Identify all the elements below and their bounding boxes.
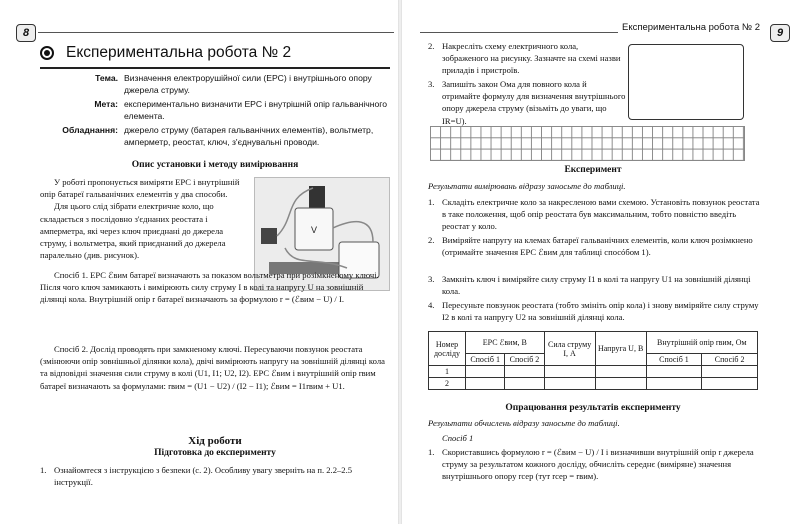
cell-emf1[interactable] [466,378,505,390]
processing-note: Результати обчислень відразу заносьте до таблиці. [428,418,620,428]
target-bullet-icon [40,46,54,60]
running-header: Експериментальна робота № 2 [618,22,764,34]
item-text: Накресліть схему електричного кола, зображеного на рисунку. Зазначте на схемі назви приладів і пристроїв. [442,41,621,76]
item-number: 2. [428,41,435,51]
table-row [429,366,758,378]
item-text: Виміряйте напругу на клемах батареї гальванічних елементів, коли ключ розімкнено (отримайте значення ЕРС ℰвим для таблиці спосóбом 1). [442,235,753,258]
setup-text [40,176,246,261]
processing-heading: Опрацювання результатів експерименту [505,403,681,413]
header-resistance: Внутрішній опір rвим, Ом [646,332,757,354]
cell-emf2[interactable] [505,378,544,390]
setup-heading: Опис установки і методу вимірювання [131,160,299,170]
method1-paragraph: Спосіб 1. ЕРС ℰвим батареї визначають за показом вольтметра при розімкненому ключі. Після чого ключ замикають і вимірюють силу струму I в колі та напругу U на зовнішній ділянці кола. Внутрішній опір r батареї визначають за формулою r = (ℰвим − U) / I. [40,270,379,305]
header-current: Сила струму I, А [544,332,595,366]
sub-method2: Спосіб 2 [505,354,544,366]
row-number: 2 [429,378,466,390]
answer-grid [430,126,745,161]
meta-label: Обладнання: [62,125,118,135]
cell-emf1[interactable] [466,366,505,378]
method1-text [40,269,390,306]
meta-label: Тема. [95,73,118,83]
header-voltage: Напруга U, В [595,332,646,366]
item-number: 3. [428,79,435,89]
sub-method2: Спосіб 2 [702,354,758,366]
header-rule [38,32,394,33]
header-emf: ЕРС ℰвим, В [466,332,545,354]
item-text: Замкніть ключ і виміряйте силу струму I1 в колі та напругу U1 на зовнішній ділянці кола. [442,274,751,297]
cell-voltage[interactable] [595,378,646,390]
experiment-heading: Експеримент [564,165,622,175]
table-header-row [429,332,758,354]
item-text: Пересуньте повзунок реостата (тобто змініть опір кола) і знову виміряйте силу струму I2 в колі та напругу U2 на зовнішній ділянці кола. [442,300,759,323]
meta-value: Визначення електрорушійної сили (ЕРС) і внутрішнього опору джерела струму. [124,73,372,96]
header-experiment: Номер досліду [429,332,466,366]
item-text: Складіть електричне коло за накресленою вами схемою. Установіть повзунок реостата в таке положення, щоб опір реостата був максимальним, тобто повністю введіть реостат у коло. [442,197,760,232]
meta-value: експериментально визначити ЕРС і внутрішній опір гальванічного елемента. [124,99,388,122]
page-number: 8 [16,24,36,42]
meta-value: джерело струму (батарея гальванічних елементів), вольтметр, амперметр, реостат, ключ, з'єднувальні проводи. [124,125,374,148]
method2-paragraph: Спосіб 2. Дослід проводять при замкненому ключі. Пересуваючи повзунок реостата (змінюючи опір зовнішньої ділянки кола), двічі вимірюють напругу на зовнішній ділянці кола та відповідні значення сили струму в колі (U1, I1; U2, I2). ЕРС ℰвим і внутрішній опір rвим батареї визначають за формулами: rвим = (U1 − U2) / (I2 − I1); ℰвим = I1rвим + U1. [40,344,385,391]
left-page [0,0,398,524]
work-heading: Хід роботи [188,435,242,447]
title-row [40,44,390,64]
cell-voltage[interactable] [595,366,646,378]
item-number: 3. [428,274,435,284]
title-underline [40,67,390,69]
cell-resistance2[interactable] [702,366,758,378]
svg-text:V: V [311,225,318,235]
cell-emf2[interactable] [505,366,544,378]
method2-text [40,343,390,392]
prep-heading: Підготовка до експерименту [154,448,276,458]
item-number: 4. [428,300,435,310]
item-text: Скориставшись формулою r = (ℰвим − U) / I і визначивши внутрішній опір r джерела струму за результатом кожного досліду, обчисліть середнє (виміряне) значення внутрішнього опору rсер (тут rсер = rвим). [442,447,754,482]
processing-method: Спосіб 1 [442,433,474,443]
table-row [429,378,758,390]
experiment-note: Результати вимірювань відразу заносьте до таблиці. [428,181,626,191]
results-table [428,331,758,390]
row-number: 1 [429,366,466,378]
cell-resistance1[interactable] [646,366,702,378]
page-title: Експериментальна робота № 2 [66,44,292,61]
item-number: 1. [428,197,435,207]
item-number: 1. [40,465,47,475]
item-text: Запишіть закон Ома для повного кола й отримайте формулу для визначення внутрішнього опору джерела струму (візьміть до уваги, що IR=U). [442,79,626,126]
cell-current[interactable] [544,378,595,390]
cell-resistance1[interactable] [646,378,702,390]
item-number: 2. [428,235,435,245]
meta-label: Мета: [94,99,118,109]
item-text: Ознайомтеся з інструкцією з безпеки (с. 2). Особливу увагу зверніть на п. 2.2–2.5 інструкції. [54,465,353,488]
setup-paragraph: Для цього слід зібрати електричне коло, що складається з послідовно з'єднаних реостата і амперметра, які через ключ приєднані до джерела струму, і вольтметра, який приєднаний до джерела паралельно (див. рисунок). [40,201,226,261]
sub-method1: Спосіб 1 [466,354,505,366]
sub-method1: Спосіб 1 [646,354,702,366]
cell-resistance2[interactable] [702,378,758,390]
page-number: 9 [770,24,790,42]
setup-paragraph: У роботі пропонується виміряти ЕРС і внутрішній опір батареї гальванічних елементів у два способи. [40,177,240,200]
schema-drawing-box [628,44,744,120]
item-number: 1. [428,447,435,457]
cell-current[interactable] [544,366,595,378]
